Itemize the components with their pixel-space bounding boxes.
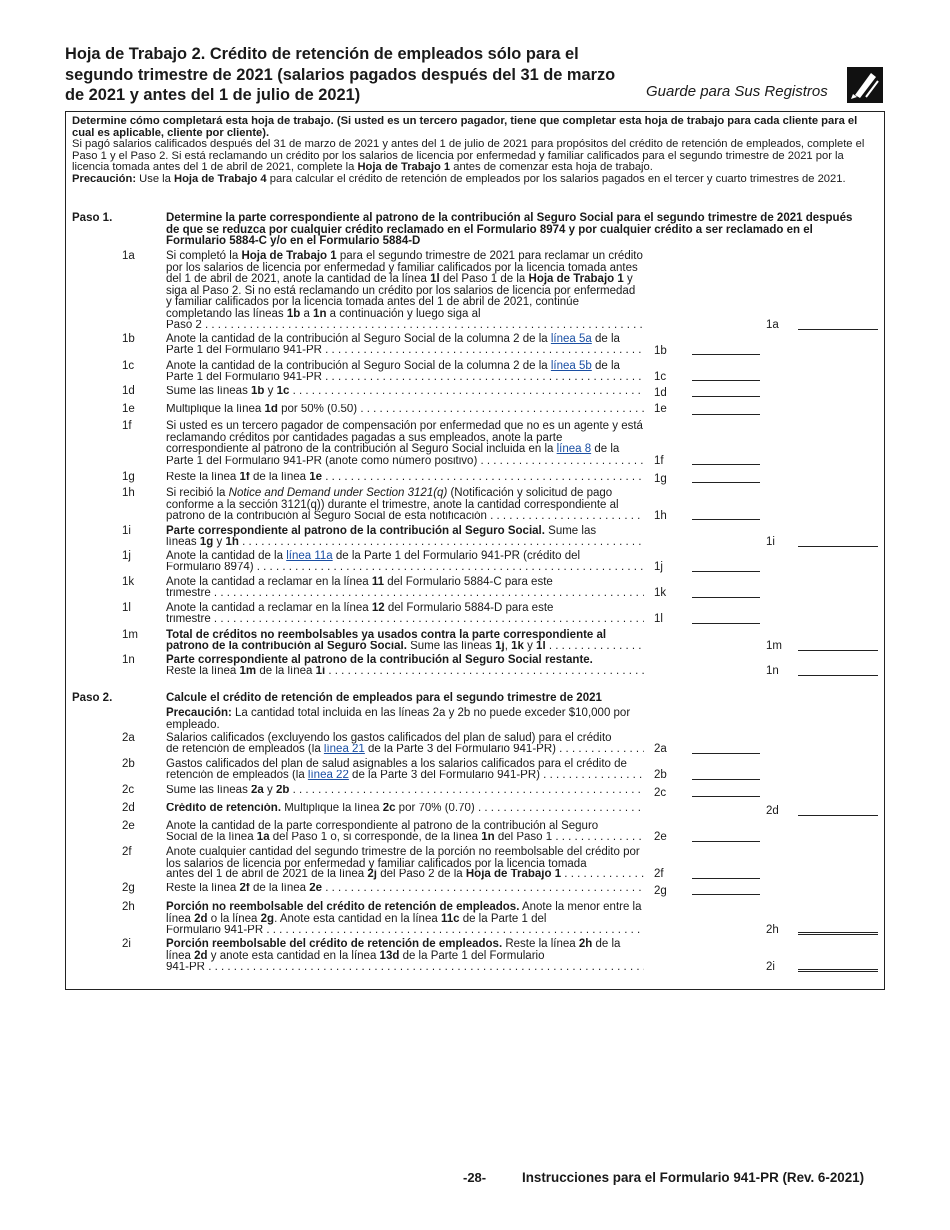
line-2e-text: Anote la cantidad de la parte correspondiente al patrono de la contribución al Seguro [166, 820, 599, 832]
line-2h-end: Formulario 941-PR . . . [166, 925, 644, 937]
intro-caution: Precaución: Use la Hoja de Trabajo 4 para calcular el crédito de retención de empleados por los salarios pagados en el tercer y cuarto trimestres de 2021. [72, 172, 846, 185]
line-2i-end: 941-PR . . . [166, 962, 644, 974]
line-2c-field[interactable] [692, 796, 760, 797]
line-2g-label: 2g [654, 885, 667, 897]
line-1a-field[interactable] [798, 329, 878, 330]
line-2e-end: Social de la línea 1a del Paso 1 o, si corresponde, de la línea 1n del Paso 1 . . . [166, 832, 644, 844]
line-2d-label: 2d [766, 805, 779, 817]
line-1h-field[interactable] [692, 519, 760, 520]
line-1i-field[interactable] [798, 546, 878, 547]
line-2i-label: 2i [766, 961, 775, 973]
line-2d-number: 2d [122, 802, 135, 814]
line-1a-end: Paso 2 . . . [166, 320, 644, 332]
intro-paragraph: Si pagó salarios calificados después del 31 de marzo de 2021 y antes del 1 de julio de 2021 para propósitos del crédito de retención de empleados, complete el Paso 1 y el Paso 2. Si está reclamando un crédito por los salarios de licencia por enfermedad y familiar calificados para el segundo trimestre de 2021 por la licencia tomada antes del 1 de abril de 2021, complete la Hoja de Trabajo 1 antes de comenzar esta hoja de trabajo. [72, 138, 865, 174]
line-1a-text: Si completó la Hoja de Trabajo 1 para el segundo trimestre de 2021 para reclamar un crédito por los salarios de licencia por enfermedad y familiar calificados por la licencia tomada antes del 1 de abril de 2021, anote la cantidad de la línea 1l del Paso 1 de la Hoja de Trabajo 1 y siga al Paso 2. Si no está reclamando un crédito por los salarios de licencia por enfermedad y familiar calificados por la licencia tomada antes del 1 de abril de 2021, continúe completando las líneas 1b a 1n a continuación y luego siga al [166, 250, 643, 320]
line-2c-label: 2c [654, 787, 667, 799]
link-linea-22[interactable]: línea 22 [307, 770, 349, 781]
line-1c-text: Anote la cantidad de la contribución al Seguro Social de la columna 2 de la línea 5b de la [166, 360, 620, 372]
line-1k-number: 1k [122, 576, 135, 588]
line-1j-label: 1j [654, 561, 663, 573]
line-1m-field[interactable] [798, 650, 878, 651]
paso-2-label: Paso 2. [72, 692, 113, 704]
line-2f-text: Anote cualquier cantidad del segundo trimestre de la porción no reembolsable del crédito por los salarios de licencia por enfermedad y familiar calificados por la licencia tomada [166, 846, 640, 870]
link-linea-11a[interactable]: línea 11a [286, 550, 333, 562]
line-1b-label: 1b [654, 345, 667, 357]
link-linea-5a[interactable]: línea 5a [550, 333, 592, 345]
line-2f-end: antes del 1 de abril de 2021 de la línea 2j del Paso 2 de la Hoja de Trabajo 1 . . . [166, 869, 644, 881]
line-1e-field[interactable] [692, 414, 760, 415]
pen-writing-icon [847, 67, 883, 103]
line-1d-field[interactable] [692, 396, 760, 397]
line-1j-field[interactable] [692, 571, 760, 572]
line-1c-end: Parte 1 del Formulario 941-PR . . . [166, 372, 644, 384]
line-1b-text: Anote la cantidad de la contribución al Seguro Social de la columna 2 de la línea 5a de la [166, 333, 620, 345]
paso-1-label: Paso 1. [72, 212, 113, 224]
line-1n-number: 1n [122, 654, 135, 666]
line-1n-text: Parte correspondiente al patrono de la contribución al Seguro Social restante. [166, 654, 593, 666]
line-1g-number: 1g [122, 471, 135, 483]
line-2e-label: 2e [654, 831, 667, 843]
footer-title: Instrucciones para el Formulario 941-PR (Rev. 6-2021) [522, 1170, 865, 1185]
intro-bold: Determine cómo completará esta hoja de trabajo. (Si usted es un tercero pagador, tiene que completar esta hoja de trabajo para cada cliente para el cual es aplicable, cliente por cliente). [72, 115, 858, 139]
line-1g-text: Reste la línea 1f de la línea 1e . . . [166, 472, 644, 484]
line-1d-number: 1d [122, 385, 135, 397]
line-2d-text: Crédito de retención. Multiplique la línea 2c por 70% (0.70) . . . [166, 803, 644, 815]
line-2g-number: 2g [122, 882, 135, 894]
line-2c-text: Sume las líneas 2a y 2b . . . [166, 785, 644, 797]
line-2a-label: 2a [654, 743, 667, 755]
line-2b-field[interactable] [692, 779, 760, 780]
link-linea-5b[interactable]: línea 5b [550, 360, 592, 372]
line-1e-label: 1e [654, 403, 667, 415]
line-2d-field[interactable] [798, 815, 878, 816]
line-1c-number: 1c [122, 360, 135, 372]
line-1l-end: trimestre . . . [166, 614, 644, 626]
line-2b-number: 2b [122, 758, 135, 770]
line-1l-field[interactable] [692, 623, 760, 624]
line-1d-label: 1d [654, 387, 667, 399]
line-1j-end: Formulario 8974) . . . [166, 562, 644, 574]
line-2g-text: Reste la línea 2f de la línea 2e . . . [166, 883, 644, 895]
line-2h-field[interactable] [798, 932, 878, 935]
line-1h-end: patrono de la contribución al Seguro Social de esta notificación . . . [166, 511, 644, 523]
line-2i-text: Porción reembolsable del crédito de retención de empleados. Reste la línea 2h de la línea 2d y anote esta cantidad en la línea 13d de la Parte 1 del Formulario [166, 938, 621, 962]
paso-2-heading: Calcule el crédito de retención de empleados para el segundo trimestre de 2021 [166, 692, 602, 704]
line-1l-number: 1l [122, 602, 131, 614]
line-1e-number: 1e [122, 403, 135, 415]
page-number: -28- [463, 1170, 487, 1185]
link-linea-21[interactable]: línea 21 [323, 744, 365, 755]
line-2a-text: Salarios calificados (excluyendo los gastos calificados del plan de salud) para el crédito [166, 732, 612, 744]
line-2b-label: 2b [654, 769, 667, 781]
link-linea-8[interactable]: línea 8 [556, 443, 592, 456]
line-1h-label: 1h [654, 510, 667, 522]
line-1m-number: 1m [122, 629, 138, 641]
line-2f-number: 2f [122, 846, 132, 858]
line-1b-end: Parte 1 del Formulario 941-PR . . . [166, 345, 644, 357]
line-1j-text: Anote la cantidad de la línea 11a de la Parte 1 del Formulario 941-PR (crédito del [166, 550, 581, 562]
line-1m-end: patrono de la contribución al Seguro Social. Sume las líneas 1j, 1k y 1l . . . [166, 641, 644, 653]
line-1k-text: Anote la cantidad a reclamar en la línea 11 del Formulario 5884-C para este [166, 576, 553, 588]
line-1n-label: 1n [766, 665, 779, 677]
line-1f-field[interactable] [692, 464, 760, 465]
paso-1-heading: Determine la parte correspondiente al patrono de la contribución al Seguro Social para el segundo trimestre de 2021 después de que se reduzca por cualquier crédito reclamado en el Formulario 8974 y por cualquier crédito a ser reclamado en el Formulario 5884-C y/o en el Formulario 5884-D [166, 212, 853, 248]
line-2a-field[interactable] [692, 753, 760, 754]
line-2f-label: 2f [654, 868, 664, 880]
line-1b-number: 1b [122, 333, 135, 345]
line-1d-text: Sume las líneas 1b y 1c . . . [166, 386, 644, 398]
paso-2-caution: Precaución: La cantidad total incluida en las líneas 2a y 2b no puede exceder $10,000 por empleado. [166, 707, 631, 731]
worksheet-title: Hoja de Trabajo 2. Crédito de retención de empleados sólo para el segundo trimestre de 2021 (salarios pagados después del 31 de marzo de 2021 y antes del 1 de julio de 2021) [65, 45, 616, 104]
line-1k-label: 1k [654, 587, 667, 599]
line-1i-text: Parte correspondiente al patrono de la contribución al Seguro Social. Sume las [166, 525, 597, 537]
line-1n-end: Reste la línea 1m de la línea 1i . . . [166, 666, 644, 678]
line-2h-number: 2h [122, 901, 135, 913]
line-2e-field[interactable] [692, 841, 760, 842]
line-2b-end: retención de empleados (la línea 22 de la Parte 3 del Formulario 941-PR) . . . [166, 770, 644, 782]
line-2e-number: 2e [122, 820, 135, 832]
line-1h-text: Si recibió la Notice and Demand under Section 3121(q) (Notificación y solicitud de pago conforme a la sección 3121(q)) durante el trimestre, anote la cantidad correspondiente al [166, 487, 619, 511]
line-1g-label: 1g [654, 473, 667, 485]
line-2c-number: 2c [122, 784, 135, 796]
line-1i-label: 1i [766, 536, 775, 548]
line-1c-field[interactable] [692, 380, 760, 381]
line-2i-field[interactable] [798, 969, 878, 972]
line-1k-end: trimestre . . . [166, 588, 644, 600]
line-2h-text: Porción no reembolsable del crédito de retención de empleados. Anote la menor entre la línea 2d o la línea 2g. Anote esta cantidad en la línea 11c de la Parte 1 del [166, 901, 642, 925]
line-2i-number: 2i [122, 938, 131, 950]
line-1b-field[interactable] [692, 354, 760, 355]
line-1n-field[interactable] [798, 675, 878, 676]
line-2a-end: de retención de empleados (la línea 21 de la Parte 3 del Formulario 941-PR) . . . [166, 744, 644, 756]
line-1l-label: 1l [654, 613, 663, 625]
line-1i-number: 1i [122, 525, 131, 537]
keep-for-records: Guarde para Sus Registros [646, 83, 828, 100]
line-1f-number: 1f [122, 420, 132, 432]
line-2f-field[interactable] [692, 878, 760, 879]
line-1f-text: Si usted es un tercero pagador de compensación por enfermedad que no es un agente y está reclamando créditos por cantidades pagadas a sus empleados, anote la parte correspondiente al patrono de la contribución al Seguro Social incluida en la línea 8 de la [166, 420, 643, 456]
line-2h-label: 2h [766, 924, 779, 936]
intro-section [72, 116, 878, 186]
line-1a-label: 1a [766, 319, 779, 331]
line-1g-field[interactable] [692, 482, 760, 483]
line-1f-end: Parte 1 del Formulario 941-PR (anote como número positivo) . . . [166, 456, 644, 468]
line-1j-number: 1j [122, 550, 131, 562]
line-1a-number: 1a [122, 250, 135, 262]
line-1k-field[interactable] [692, 597, 760, 598]
line-1c-label: 1c [654, 371, 667, 383]
line-2b-text: Gastos calificados del plan de salud asignables a los salarios calificados para el crédito de [166, 758, 627, 770]
line-1f-label: 1f [654, 455, 664, 467]
line-1h-number: 1h [122, 487, 135, 499]
line-1m-label: 1m [766, 640, 782, 652]
line-1i-end: líneas 1g y 1h . . . [166, 537, 644, 549]
line-2a-number: 2a [122, 732, 135, 744]
line-2g-field[interactable] [692, 894, 760, 895]
line-1l-text: Anote la cantidad a reclamar en la línea 12 del Formulario 5884-D para este [166, 602, 554, 614]
line-1e-text: Multiplique la línea 1d por 50% (0.50) . . . [166, 404, 644, 416]
line-1m-text: Total de créditos no reembolsables ya usados contra la parte correspondiente al [166, 629, 607, 641]
